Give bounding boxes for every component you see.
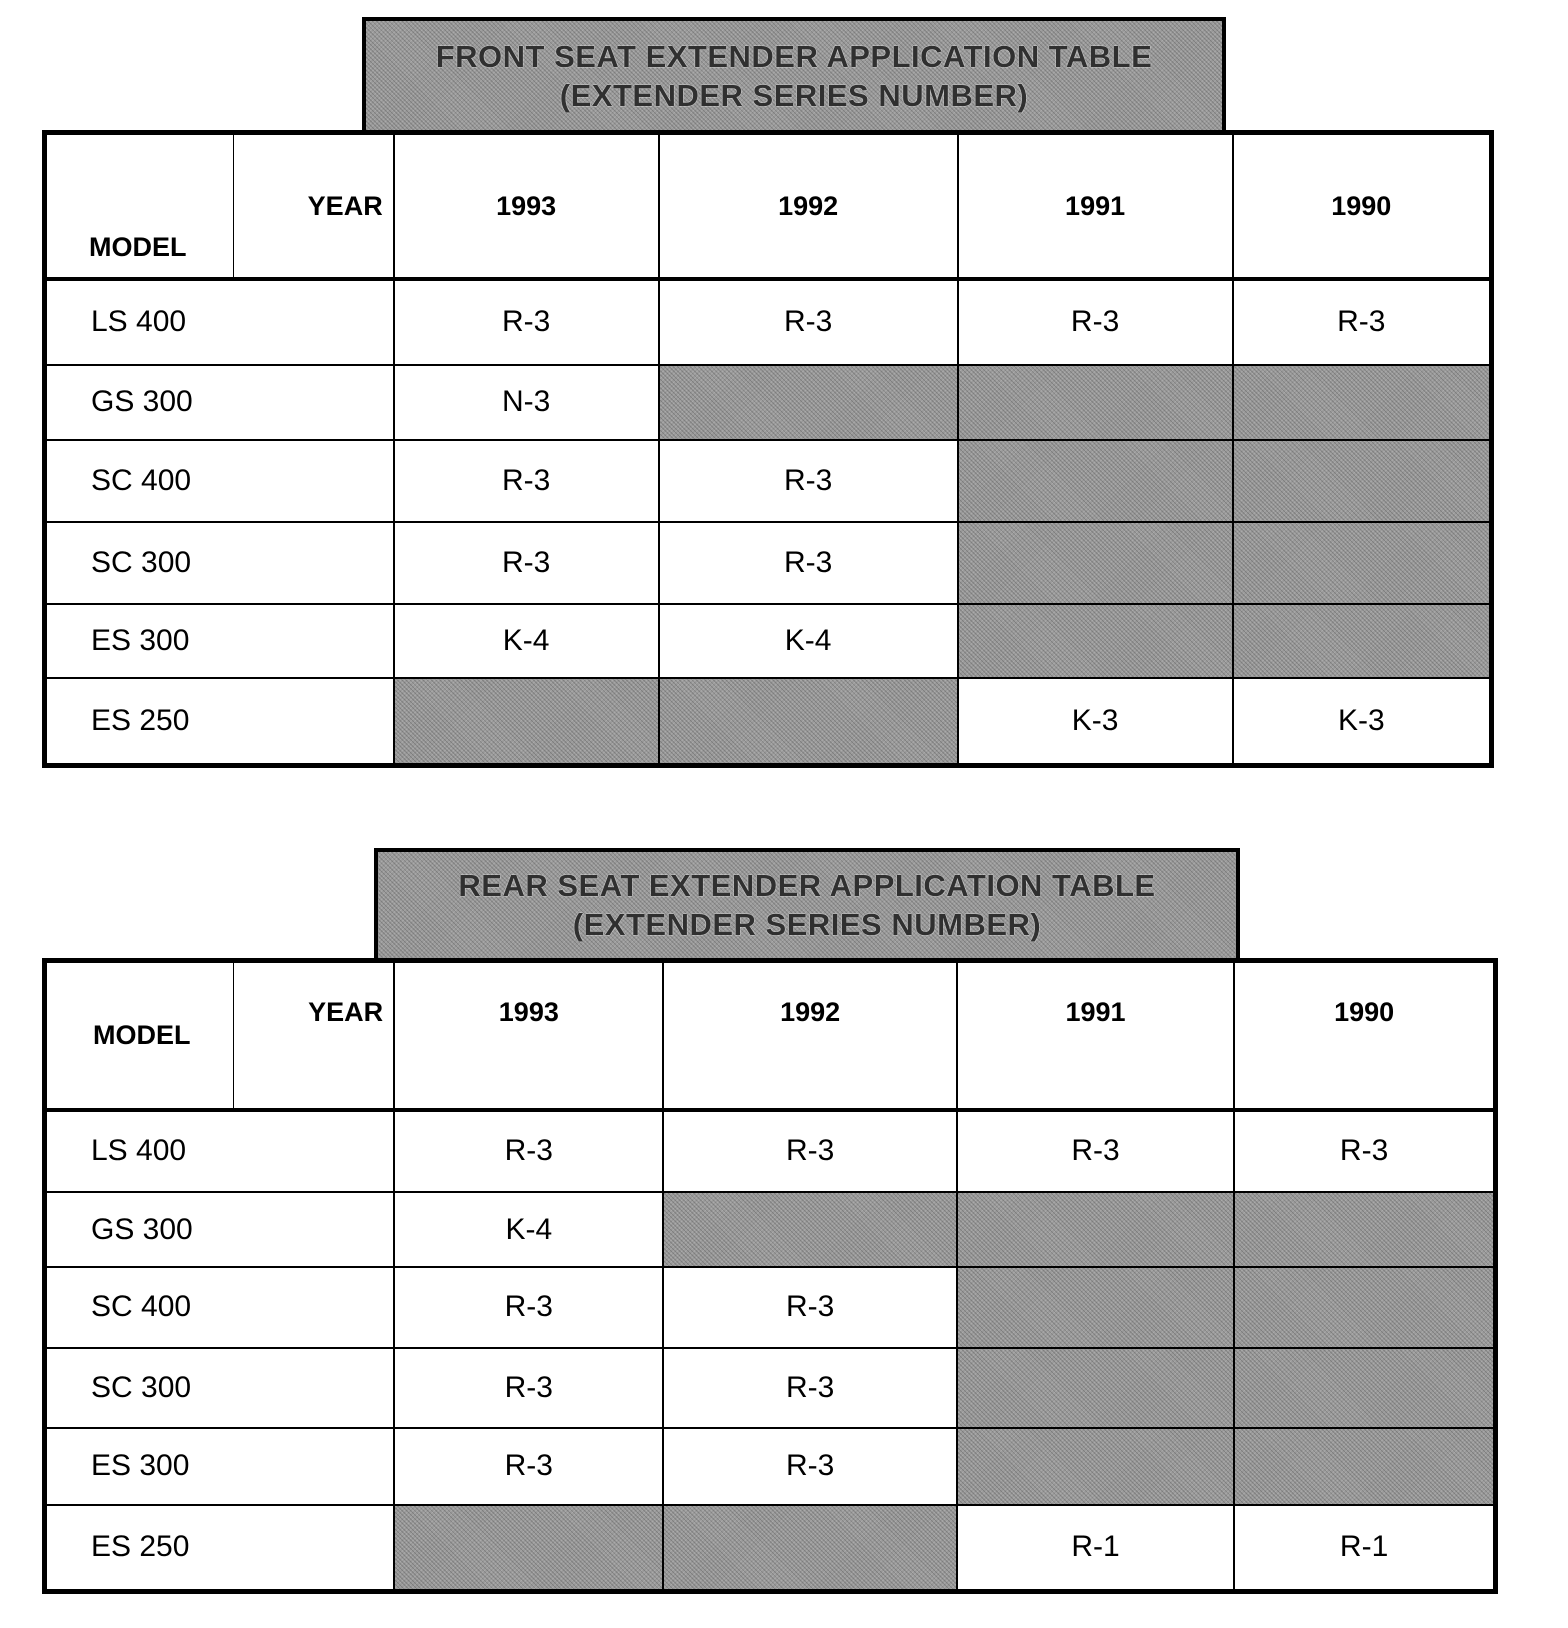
series-cell: R-3 — [663, 1348, 956, 1429]
table-row — [45, 365, 1492, 440]
table-row — [45, 1428, 1496, 1505]
year-col-1990: 1990 — [1233, 133, 1492, 279]
table-row — [45, 522, 1492, 604]
series-cell: R-3 — [958, 279, 1233, 365]
series-cell: R-1 — [957, 1505, 1234, 1592]
series-cell: R-3 — [394, 522, 659, 604]
not-applicable-cell — [957, 1428, 1234, 1505]
series-cell: K-4 — [394, 1192, 663, 1267]
model-name: ES 250 — [45, 1505, 395, 1592]
series-cell: R-3 — [663, 1267, 956, 1348]
year-col-1991: 1991 — [957, 961, 1234, 1110]
series-cell: R-3 — [394, 1110, 663, 1193]
series-cell: R-1 — [1234, 1505, 1495, 1592]
rear-header-row — [45, 961, 1496, 1110]
series-cell: R-3 — [1233, 279, 1492, 365]
not-applicable-cell — [663, 1192, 956, 1267]
table-row — [45, 1267, 1496, 1348]
series-cell: N-3 — [394, 365, 659, 440]
year-col-1991: 1991 — [958, 133, 1233, 279]
series-cell: R-3 — [394, 279, 659, 365]
year-header: YEAR — [233, 133, 394, 279]
model-name: SC 400 — [45, 440, 394, 522]
year-col-1992: 1992 — [659, 133, 958, 279]
series-cell: K-3 — [958, 678, 1233, 766]
not-applicable-cell — [957, 1192, 1234, 1267]
table-row — [45, 604, 1492, 678]
not-applicable-cell — [1234, 1192, 1495, 1267]
rear-seat-extender-table — [42, 958, 1498, 1594]
series-cell: R-3 — [394, 1348, 663, 1429]
model-name: GS 300 — [45, 1192, 395, 1267]
model-name: ES 300 — [45, 604, 394, 678]
table-row — [45, 1110, 1496, 1193]
series-cell: R-3 — [663, 1110, 956, 1193]
not-applicable-cell — [663, 1505, 956, 1592]
rear-table-title-box — [374, 848, 1240, 958]
not-applicable-cell — [958, 440, 1233, 522]
series-cell: R-3 — [659, 522, 958, 604]
not-applicable-cell — [1233, 365, 1492, 440]
series-cell: R-3 — [659, 440, 958, 522]
series-cell: R-3 — [394, 1428, 663, 1505]
model-name: SC 300 — [45, 1348, 395, 1429]
year-col-1993: 1993 — [394, 133, 659, 279]
model-name: SC 400 — [45, 1267, 395, 1348]
year-col-1993: 1993 — [394, 961, 663, 1110]
series-cell: K-4 — [659, 604, 958, 678]
front-seat-extender-table — [42, 130, 1494, 768]
year-col-1992: 1992 — [663, 961, 956, 1110]
table-row — [45, 440, 1492, 522]
model-header: MODEL — [45, 133, 234, 279]
front-table-subtitle: (EXTENDER SERIES NUMBER) — [559, 77, 1029, 113]
front-header-row — [45, 133, 1492, 279]
not-applicable-cell — [958, 604, 1233, 678]
model-name: ES 250 — [45, 678, 394, 766]
model-header: MODEL — [45, 961, 234, 1110]
not-applicable-cell — [1233, 440, 1492, 522]
year-col-1990: 1990 — [1234, 961, 1495, 1110]
year-header: YEAR — [233, 961, 394, 1110]
series-cell: R-3 — [957, 1110, 1234, 1193]
rear-table-title: REAR SEAT EXTENDER APPLICATION TABLE — [458, 868, 1156, 903]
model-name: ES 300 — [45, 1428, 395, 1505]
series-cell: R-3 — [659, 279, 958, 365]
series-cell: R-3 — [394, 1267, 663, 1348]
front-table-title-box — [362, 17, 1226, 130]
not-applicable-cell — [1233, 522, 1492, 604]
not-applicable-cell — [1234, 1267, 1495, 1348]
table-row — [45, 1348, 1496, 1429]
series-cell: R-3 — [663, 1428, 956, 1505]
series-cell: K-4 — [394, 604, 659, 678]
model-name: SC 300 — [45, 522, 394, 604]
not-applicable-cell — [958, 522, 1233, 604]
not-applicable-cell — [957, 1267, 1234, 1348]
model-name: LS 400 — [45, 1110, 395, 1193]
front-table-title: FRONT SEAT EXTENDER APPLICATION TABLE — [435, 38, 1153, 74]
table-row — [45, 678, 1492, 766]
series-cell: R-3 — [1234, 1110, 1495, 1193]
not-applicable-cell — [394, 678, 659, 766]
not-applicable-cell — [958, 365, 1233, 440]
rear-table-subtitle: (EXTENDER SERIES NUMBER) — [572, 907, 1042, 942]
not-applicable-cell — [1234, 1348, 1495, 1429]
table-row — [45, 279, 1492, 365]
not-applicable-cell — [659, 365, 958, 440]
table-row — [45, 1192, 1496, 1267]
model-name: GS 300 — [45, 365, 394, 440]
not-applicable-cell — [1234, 1428, 1495, 1505]
series-cell: R-3 — [394, 440, 659, 522]
series-cell: K-3 — [1233, 678, 1492, 766]
not-applicable-cell — [957, 1348, 1234, 1429]
table-row — [45, 1505, 1496, 1592]
not-applicable-cell — [394, 1505, 663, 1592]
model-name: LS 400 — [45, 279, 394, 365]
not-applicable-cell — [1233, 604, 1492, 678]
not-applicable-cell — [659, 678, 958, 766]
